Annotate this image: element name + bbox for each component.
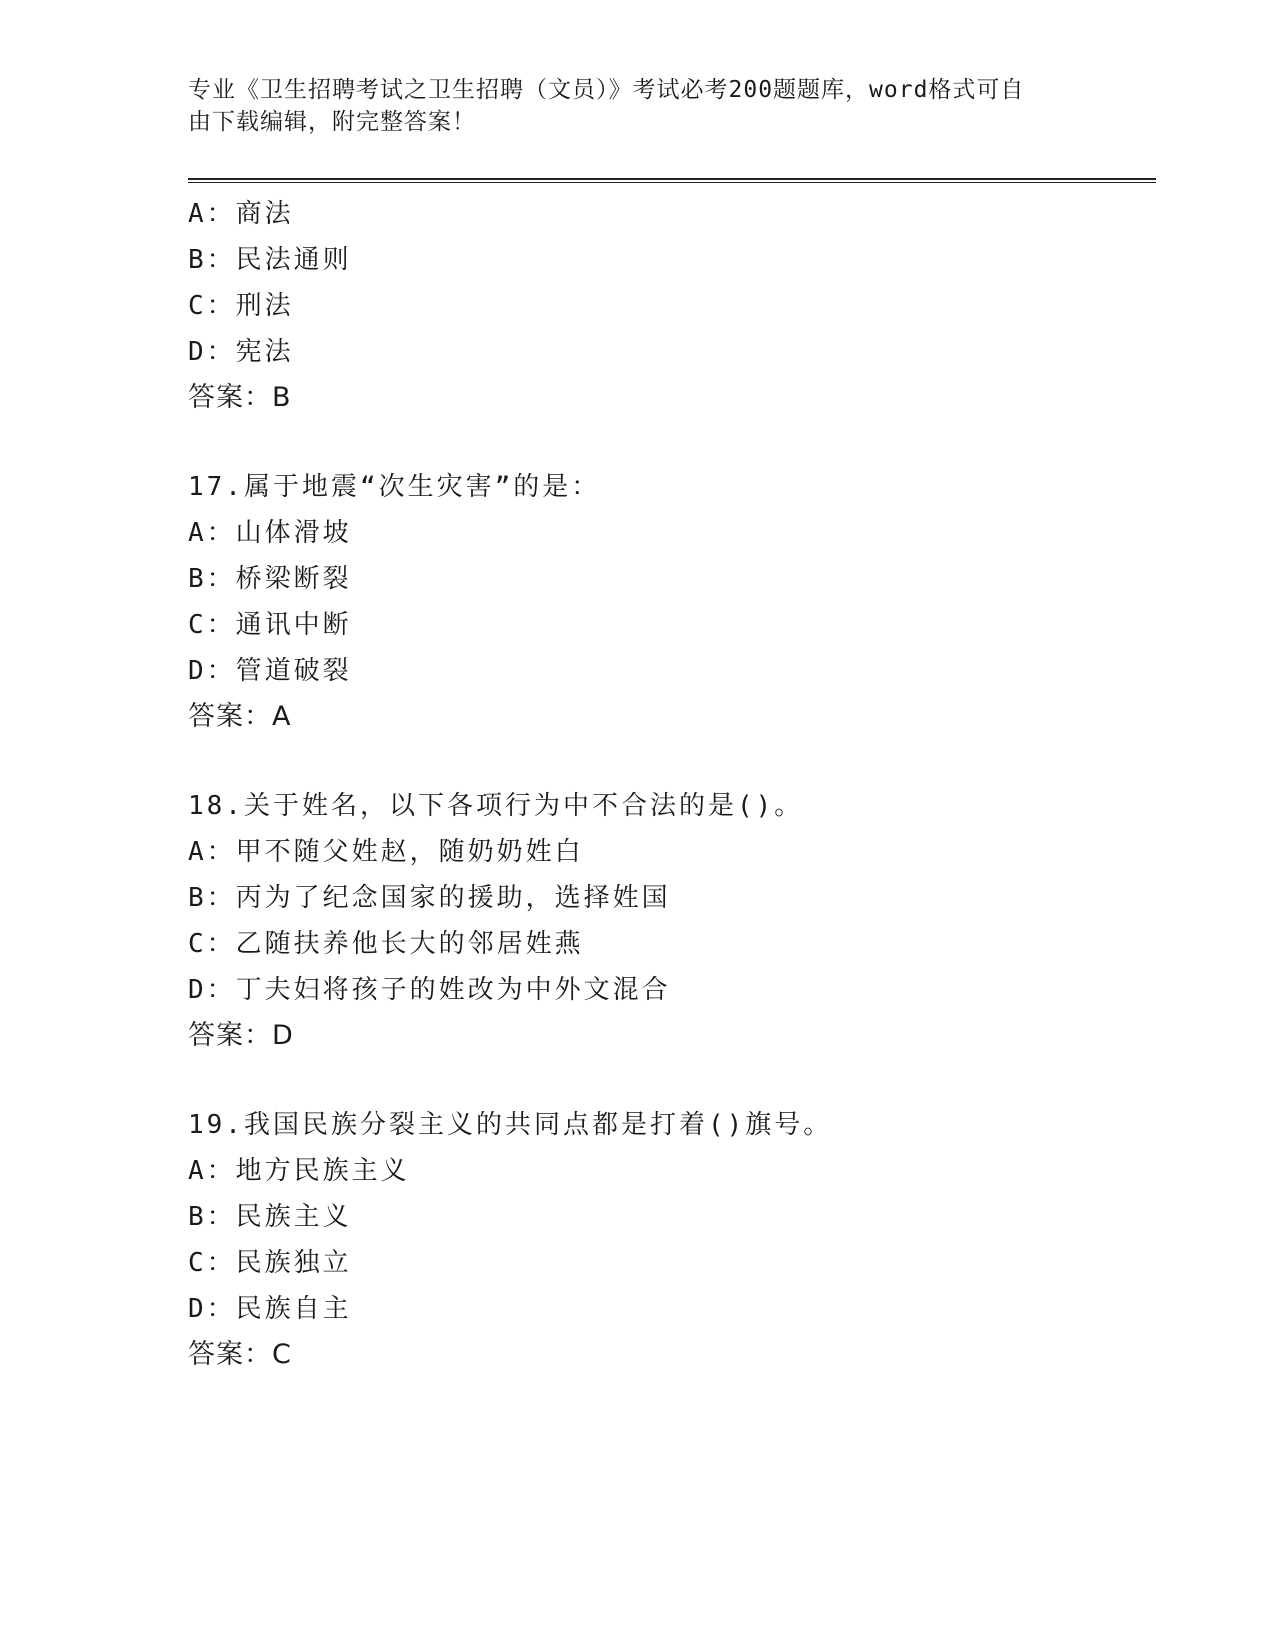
header-line-1: 专业《卫生招聘考试之卫生招聘（文员）》考试必考200题题库，word格式可自 (188, 77, 1025, 103)
option-a: A：地方民族主义 (188, 1156, 410, 1186)
question-block-16 (188, 191, 1156, 421)
option-b: B：民法通则 (188, 245, 352, 275)
question-block-17 (188, 464, 1156, 740)
option-b: B：桥梁断裂 (188, 564, 352, 594)
header-line-2: 由下载编辑，附完整答案！ (188, 109, 476, 135)
option-a: A：山体滑坡 (188, 518, 352, 548)
option-c: C：刑法 (188, 291, 294, 321)
answer-line: 答案：C (188, 1339, 292, 1370)
option-c: C：通讯中断 (188, 610, 352, 640)
option-a: A：商法 (188, 199, 294, 229)
document-header (188, 74, 1068, 138)
option-c: C：乙随扶养他长大的邻居姓燕 (188, 929, 584, 959)
question-stem: 18.关于姓名，以下各项行为中不合法的是()。 (188, 791, 804, 821)
question-block-19 (188, 1102, 1156, 1378)
question-block-18 (188, 783, 1156, 1059)
option-d: D：宪法 (188, 337, 294, 367)
question-list (188, 191, 1156, 1378)
header-divider (188, 178, 1156, 183)
answer-line: 答案：A (188, 701, 292, 732)
option-d: D：管道破裂 (188, 656, 352, 686)
option-c: C：民族独立 (188, 1248, 352, 1278)
option-b: B：丙为了纪念国家的援助，选择姓国 (188, 883, 671, 913)
answer-line: 答案：B (188, 382, 292, 413)
option-d: D：民族自主 (188, 1294, 352, 1324)
option-b: B：民族主义 (188, 1202, 352, 1232)
answer-line: 答案：D (188, 1020, 294, 1051)
question-stem: 19.我国民族分裂主义的共同点都是打着()旗号。 (188, 1110, 833, 1140)
question-stem: 17.属于地震“次生灾害”的是： (188, 472, 601, 502)
option-d: D：丁夫妇将孩子的姓改为中外文混合 (188, 975, 671, 1005)
option-a: A：甲不随父姓赵，随奶奶姓白 (188, 837, 584, 867)
